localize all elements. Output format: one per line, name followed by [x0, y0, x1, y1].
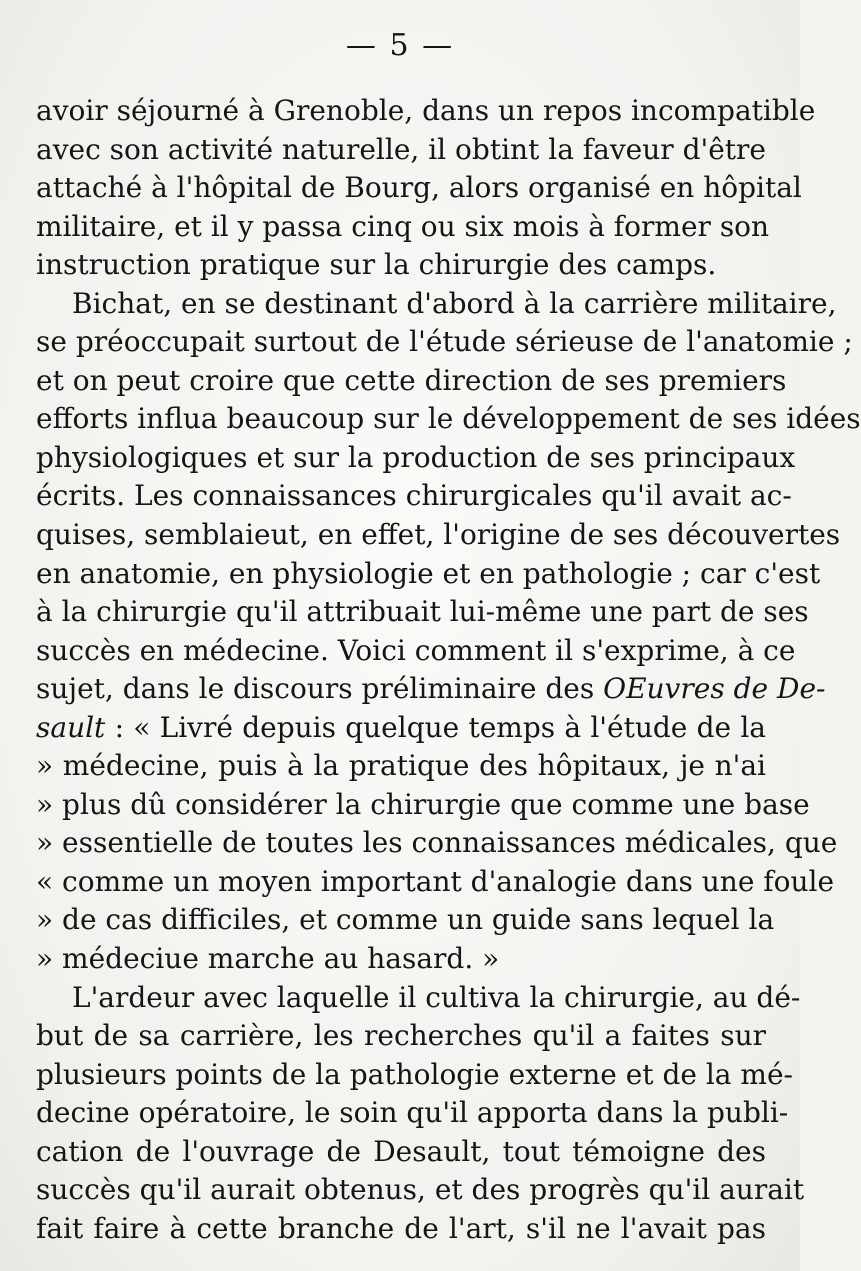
text-line: avec son activité naturelle, il obtint la faveur d'être	[36, 132, 766, 166]
text-line: « comme un moyen important d'analogie dans une foule	[36, 864, 835, 898]
text-line: » de cas difficiles, et comme un guide sans lequel la	[36, 903, 775, 937]
text-line: but de sa carrière, les recherches qu'il a faites sur	[36, 1019, 766, 1053]
text-line: L'ardeur avec laquelle il cultiva la chirurgie, au dé-	[72, 980, 801, 1014]
text-line: en anatomie, en physiologie et en pathologie ; car c'est	[36, 556, 821, 590]
text-line: succès en médecine. Voici comment il s'exprime, à ce	[36, 633, 796, 667]
text-line: efforts influa beaucoup sur le développement de ses idées	[36, 402, 861, 436]
text-line: plusieurs points de la pathologie externe et de la mé-	[36, 1057, 793, 1091]
text-line: Bichat, en se destinant d'abord à la carrière militaire,	[72, 286, 837, 320]
text-line: sujet, dans le discours préliminaire des OEuvres de De-	[36, 672, 826, 706]
text-line: à la chirurgie qu'il attribuait lui-même une part de ses	[36, 595, 809, 629]
text-line: succès qu'il aurait obtenus, et des progrès qu'il aurait	[36, 1173, 805, 1207]
page-number: — 5 —	[345, 28, 455, 63]
text-line: avoir séjourné à Grenoble, dans un repos incompatible	[36, 94, 816, 127]
text-line: quises, semblaieut, en effet, l'origine de ses découvertes	[36, 518, 841, 552]
text-line: attaché à l'hôpital de Bourg, alors organisé en hôpital	[36, 171, 802, 205]
text-line: se préoccupait surtout de l'étude sérieuse de l'anatomie ;	[36, 325, 853, 359]
text-line: » plus dû considérer la chirurgie que comme une base	[36, 787, 810, 821]
text-line: écrits. Les connaissances chirurgicales qu'il avait ac-	[36, 479, 792, 513]
text-line: » essentielle de toutes les connaissances médicales, que	[36, 826, 838, 860]
text-line: » médeciue marche au hasard. »	[36, 942, 500, 976]
text-line: et on peut croire que cette direction de ses premiers	[36, 363, 787, 397]
text-line: instruction pratique sur la chirurgie des camps.	[36, 248, 717, 282]
body-text	[36, 92, 861, 1248]
text-line: » médecine, puis à la pratique des hôpitaux, je n'ai	[36, 749, 766, 783]
text-line: cation de l'ouvrage de Desault, tout témoigne des	[36, 1134, 766, 1168]
text-line: sault : « Livré depuis quelque temps à l'étude de la	[36, 710, 766, 744]
text-line: decine opératoire, le soin qu'il apporta dans la publi-	[36, 1096, 789, 1130]
text-line: physiologiques et sur la production de ses principaux	[36, 440, 796, 474]
text-line: fait faire à cette branche de l'art, s'il ne l'avait pas	[36, 1211, 766, 1245]
text-line: militaire, et il y passa cinq ou six mois à former son	[36, 209, 770, 243]
